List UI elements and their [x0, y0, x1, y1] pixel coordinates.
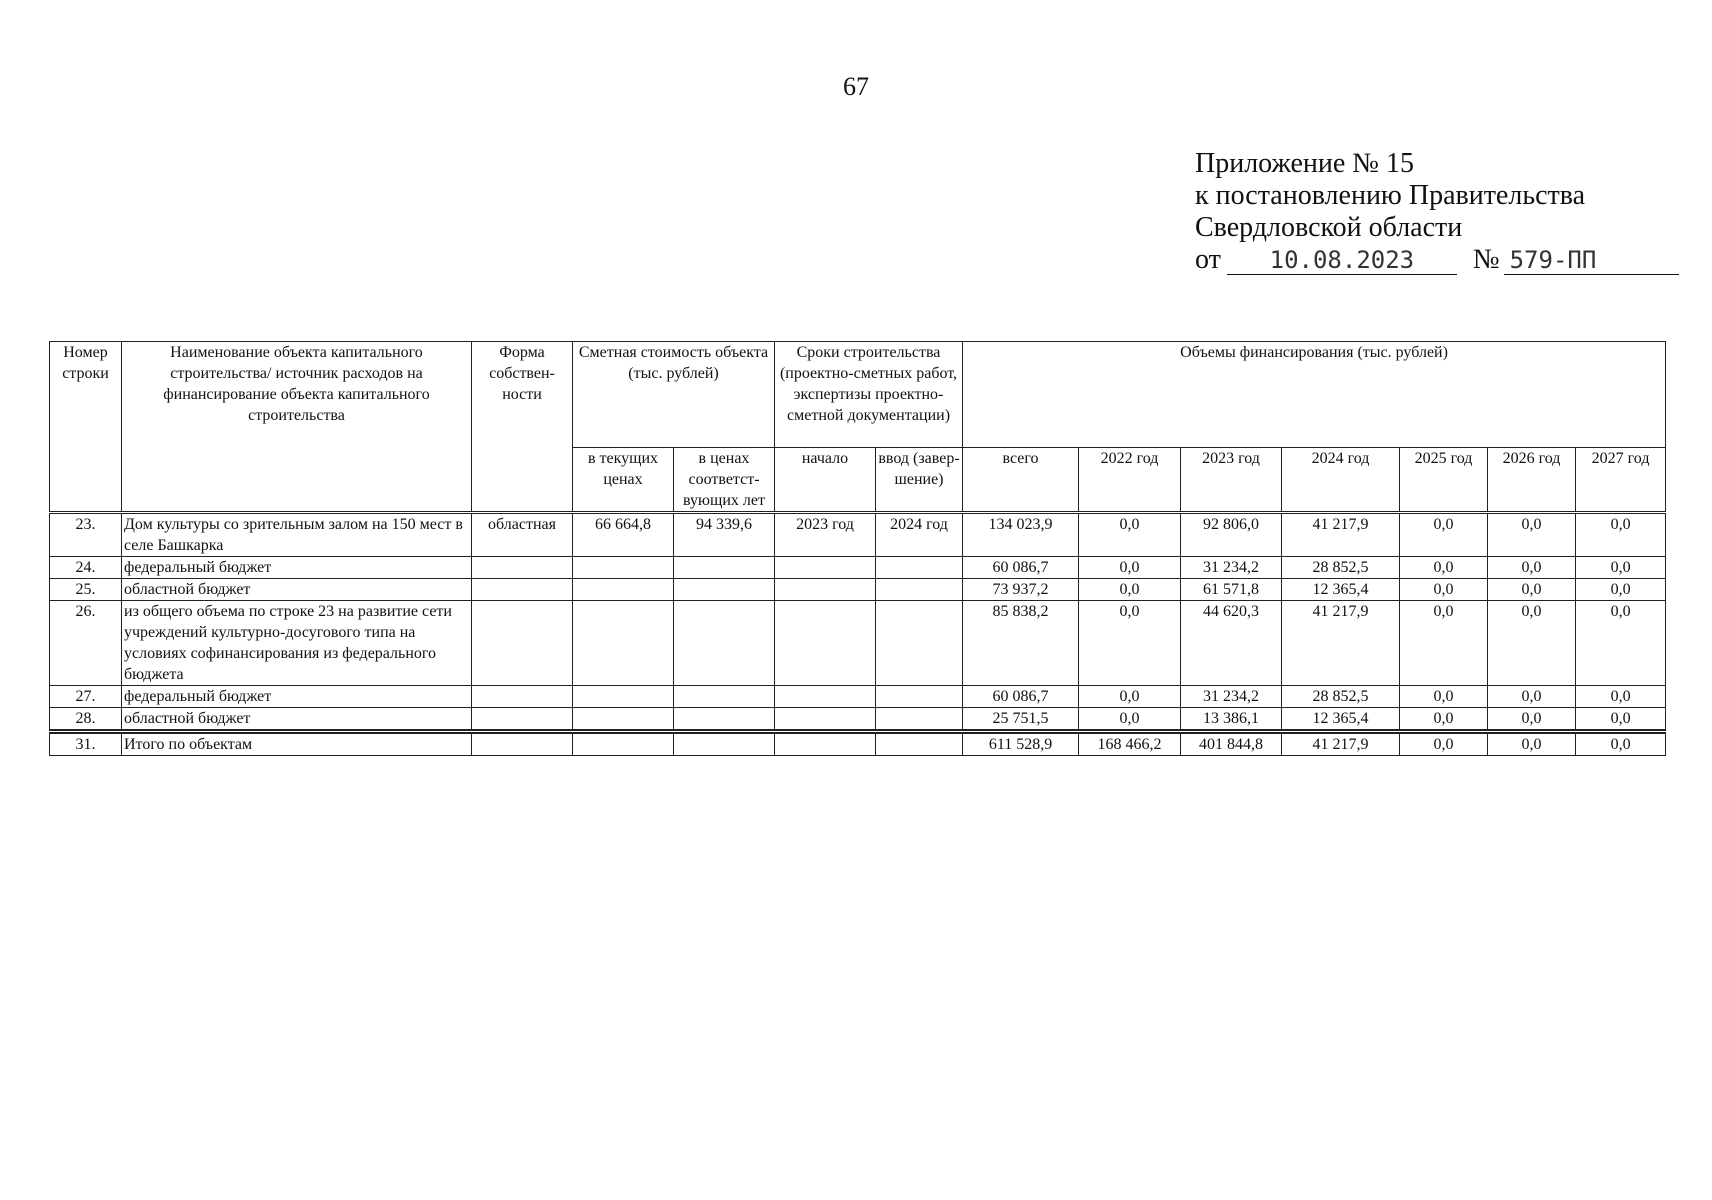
row-finish: [876, 732, 963, 756]
row-2023: 31 234,2: [1181, 557, 1282, 579]
row-finish: [876, 708, 963, 732]
row-total: 85 838,2: [963, 601, 1079, 686]
row-total: 611 528,9: [963, 732, 1079, 756]
row-2024: 12 365,4: [1282, 579, 1400, 601]
table-row: [50, 557, 1666, 579]
row-2027: 0,0: [1576, 708, 1666, 732]
row-name: областной бюджет: [122, 708, 472, 732]
row-name: Дом культуры со зрительным залом на 150 мест в селе Башкарка: [122, 513, 472, 557]
row-start: [775, 708, 876, 732]
header-2027: 2027 год: [1576, 448, 1666, 513]
row-name: из общего объема по строке 23 на развитие сети учреждений культурно-досугового типа на условиях софинансирования из федерального бюджета: [122, 601, 472, 686]
row-cost-corresponding: [674, 708, 775, 732]
row-2026: 0,0: [1488, 513, 1576, 557]
resolution-number: 579-ПП: [1504, 246, 1679, 275]
row-cost-current: [573, 686, 674, 708]
row-2027: 0,0: [1576, 557, 1666, 579]
number-label: №: [1472, 244, 1500, 275]
financing-table: [49, 341, 1666, 756]
header-current-prices: в текущих ценах: [573, 448, 674, 513]
row-2022: 0,0: [1079, 708, 1181, 732]
header-name: Наименование объекта капитального строительства/ источник расходов на финансирование объекта капитального строительства: [122, 342, 472, 513]
row-number: 24.: [50, 557, 122, 579]
header-2023: 2023 год: [1181, 448, 1282, 513]
row-2026: 0,0: [1488, 708, 1576, 732]
row-2025: 0,0: [1400, 732, 1488, 756]
row-2026: 0,0: [1488, 557, 1576, 579]
row-2025: 0,0: [1400, 579, 1488, 601]
row-cost-current: [573, 708, 674, 732]
header-finish: ввод (завер-шение): [876, 448, 963, 513]
row-2026: 0,0: [1488, 732, 1576, 756]
row-cost-corresponding: [674, 579, 775, 601]
header-ownership: Форма собствен-ности: [472, 342, 573, 513]
row-2025: 0,0: [1400, 557, 1488, 579]
row-finish: 2024 год: [876, 513, 963, 557]
row-2024: 41 217,9: [1282, 732, 1400, 756]
row-finish: [876, 601, 963, 686]
row-2022: 0,0: [1079, 686, 1181, 708]
row-ownership: [472, 708, 573, 732]
row-name: федеральный бюджет: [122, 557, 472, 579]
header-row-number: Номер строки: [50, 342, 122, 513]
header-total: всего: [963, 448, 1079, 513]
row-2027: 0,0: [1576, 732, 1666, 756]
row-number: 28.: [50, 708, 122, 732]
row-ownership: [472, 732, 573, 756]
row-2023: 31 234,2: [1181, 686, 1282, 708]
row-total: 134 023,9: [963, 513, 1079, 557]
row-2027: 0,0: [1576, 686, 1666, 708]
row-2024: 41 217,9: [1282, 513, 1400, 557]
table-row: [50, 579, 1666, 601]
row-ownership: [472, 557, 573, 579]
row-2027: 0,0: [1576, 513, 1666, 557]
row-total: 73 937,2: [963, 579, 1079, 601]
row-number: 25.: [50, 579, 122, 601]
row-2024: 41 217,9: [1282, 601, 1400, 686]
row-start: [775, 732, 876, 756]
row-cost-current: [573, 732, 674, 756]
header-2026: 2026 год: [1488, 448, 1576, 513]
row-cost-corresponding: 94 339,6: [674, 513, 775, 557]
row-2026: 0,0: [1488, 601, 1576, 686]
row-2024: 28 852,5: [1282, 686, 1400, 708]
row-2025: 0,0: [1400, 708, 1488, 732]
row-2025: 0,0: [1400, 686, 1488, 708]
resolution-date: 10.08.2023: [1227, 246, 1457, 275]
row-start: [775, 557, 876, 579]
row-2027: 0,0: [1576, 579, 1666, 601]
row-total: 60 086,7: [963, 686, 1079, 708]
appendix-title: Приложение № 15: [1195, 148, 1414, 179]
row-number: 26.: [50, 601, 122, 686]
row-2023: 13 386,1: [1181, 708, 1282, 732]
from-label: от: [1195, 244, 1221, 275]
table-row: [50, 708, 1666, 732]
row-finish: [876, 579, 963, 601]
header-2022: 2022 год: [1079, 448, 1181, 513]
row-2022: 0,0: [1079, 579, 1181, 601]
appendix-date-line: [1195, 244, 1679, 276]
row-2022: 168 466,2: [1079, 732, 1181, 756]
header-corresponding-prices: в ценах соответст-вующих лет: [674, 448, 775, 513]
row-start: [775, 601, 876, 686]
header-financing: Объемы финансирования (тыс. рублей): [963, 342, 1666, 448]
row-number: 27.: [50, 686, 122, 708]
row-number: 23.: [50, 513, 122, 557]
row-cost-corresponding: [674, 732, 775, 756]
table-row: [50, 601, 1666, 686]
row-cost-current: [573, 601, 674, 686]
row-name: федеральный бюджет: [122, 686, 472, 708]
row-total: 25 751,5: [963, 708, 1079, 732]
row-2023: 401 844,8: [1181, 732, 1282, 756]
row-2026: 0,0: [1488, 579, 1576, 601]
row-name: областной бюджет: [122, 579, 472, 601]
row-start: 2023 год: [775, 513, 876, 557]
row-2024: 28 852,5: [1282, 557, 1400, 579]
page-number: 67: [843, 72, 869, 101]
row-2023: 44 620,3: [1181, 601, 1282, 686]
row-2025: 0,0: [1400, 601, 1488, 686]
appendix-line-resolution: к постановлению Правительства: [1195, 180, 1586, 211]
row-2023: 61 571,8: [1181, 579, 1282, 601]
row-cost-corresponding: [674, 686, 775, 708]
row-cost-corresponding: [674, 601, 775, 686]
row-finish: [876, 557, 963, 579]
table-row: [50, 686, 1666, 708]
row-2022: 0,0: [1079, 513, 1181, 557]
row-name: Итого по объектам: [122, 732, 472, 756]
row-cost-current: [573, 579, 674, 601]
header-construction-period: Сроки строительства (проектно-сметных работ, экспертизы проектно-сметной документации): [775, 342, 963, 448]
header-2025: 2025 год: [1400, 448, 1488, 513]
header-start: начало: [775, 448, 876, 513]
row-cost-current: 66 664,8: [573, 513, 674, 557]
row-start: [775, 686, 876, 708]
header-estimated-cost: Сметная стоимость объекта (тыс. рублей): [573, 342, 775, 448]
row-2027: 0,0: [1576, 601, 1666, 686]
row-ownership: областная: [472, 513, 573, 557]
row-2023: 92 806,0: [1181, 513, 1282, 557]
row-2026: 0,0: [1488, 686, 1576, 708]
row-total: 60 086,7: [963, 557, 1079, 579]
row-2024: 12 365,4: [1282, 708, 1400, 732]
appendix-line-region: Свердловской области: [1195, 212, 1463, 243]
row-cost-corresponding: [674, 557, 775, 579]
row-cost-current: [573, 557, 674, 579]
table-row: [50, 513, 1666, 557]
appendix-block: [1195, 148, 1679, 276]
table-body: [50, 513, 1666, 756]
row-start: [775, 579, 876, 601]
row-ownership: [472, 686, 573, 708]
row-number: 31.: [50, 732, 122, 756]
header-2024: 2024 год: [1282, 448, 1400, 513]
row-finish: [876, 686, 963, 708]
table-row-total: [50, 732, 1666, 756]
row-ownership: [472, 601, 573, 686]
row-2022: 0,0: [1079, 601, 1181, 686]
row-2022: 0,0: [1079, 557, 1181, 579]
row-ownership: [472, 579, 573, 601]
row-2025: 0,0: [1400, 513, 1488, 557]
